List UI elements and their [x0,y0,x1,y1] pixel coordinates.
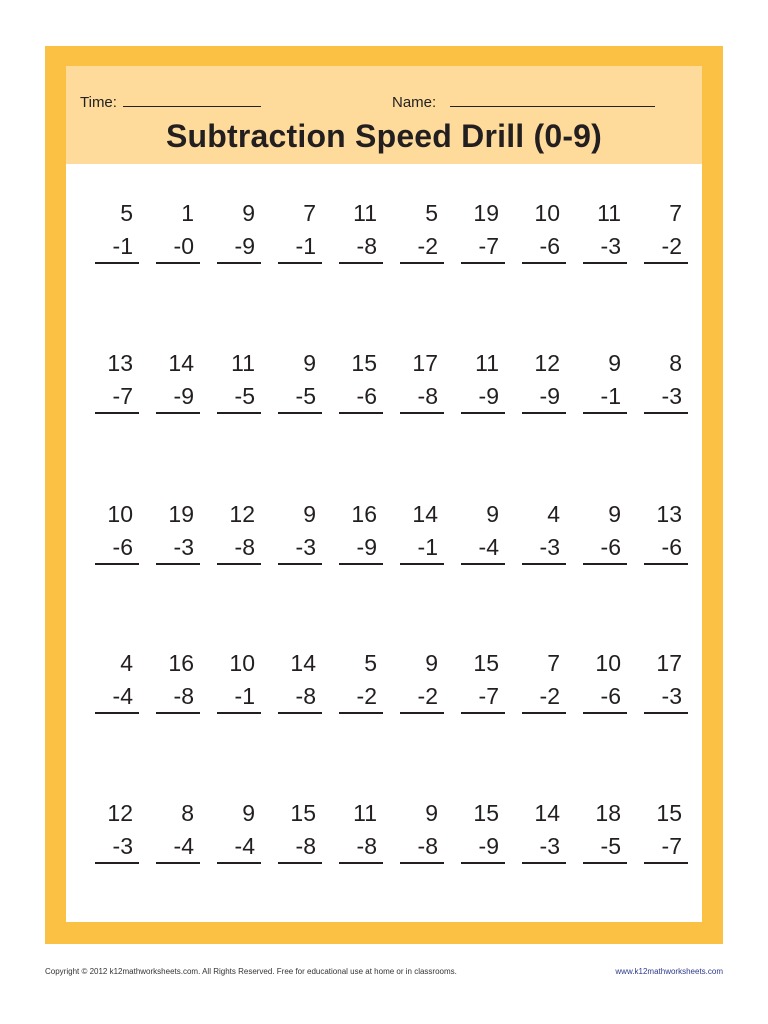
answer-line[interactable] [156,862,200,864]
subtrahend: -8 [417,833,438,859]
problem-item [339,503,383,565]
minuend: 16 [351,501,377,527]
problem-item [583,652,627,714]
problem-item [339,202,383,264]
answer-line[interactable] [400,563,444,565]
problem-item [644,202,688,264]
answer-line[interactable] [339,262,383,264]
minuend: 10 [595,650,621,676]
subtrahend: -8 [356,833,377,859]
subtrahend: -4 [478,534,499,560]
subtrahend: -8 [295,833,316,859]
copyright-text: Copyright © 2012 k12mathworksheets.com. All Rights Reserved. Free for educational use at home or in classrooms. [45,967,457,976]
subtrahend: -6 [112,534,133,560]
minuend: 9 [608,501,621,527]
subtrahend: -5 [295,383,316,409]
minuend: 8 [181,800,194,826]
worksheet-body [66,66,702,922]
subtrahend: -3 [539,833,560,859]
problem-item [156,652,200,714]
problem-item [95,352,139,414]
answer-line[interactable] [522,712,566,714]
problem-item [156,503,200,565]
subtrahend: -9 [356,534,377,560]
problem-item [644,503,688,565]
problem-item [583,503,627,565]
subtrahend: -6 [356,383,377,409]
minuend: 13 [107,350,133,376]
subtrahend: -3 [295,534,316,560]
problem-item [644,352,688,414]
subtrahend: -1 [417,534,438,560]
minuend: 1 [181,200,194,226]
subtrahend: -6 [600,534,621,560]
subtrahend: -9 [173,383,194,409]
subtrahend: -3 [112,833,133,859]
minuend: 14 [412,501,438,527]
minuend: 11 [231,350,255,376]
problem-item [400,652,444,714]
problem-item [339,802,383,864]
problem-item [156,202,200,264]
problem-item [522,202,566,264]
answer-line[interactable] [583,862,627,864]
problem-item [278,503,322,565]
subtrahend: -0 [173,233,194,259]
problem-item [461,503,505,565]
answer-line[interactable] [461,712,505,714]
time-blank-line[interactable] [123,105,261,107]
problem-item [95,202,139,264]
answer-line[interactable] [339,563,383,565]
answer-line[interactable] [156,262,200,264]
problem-item [522,652,566,714]
problem-item [400,202,444,264]
minuend: 15 [473,650,499,676]
minuend: 4 [120,650,133,676]
subtrahend: -7 [478,233,499,259]
answer-line[interactable] [583,563,627,565]
answer-line[interactable] [400,262,444,264]
subtrahend: -3 [539,534,560,560]
subtrahend: -7 [478,683,499,709]
problem-item [644,802,688,864]
problem-item [644,652,688,714]
answer-line[interactable] [339,712,383,714]
answer-line[interactable] [278,712,322,714]
subtrahend: -2 [417,233,438,259]
problem-item [217,802,261,864]
problem-item [339,652,383,714]
minuend: 14 [168,350,194,376]
subtrahend: -4 [234,833,255,859]
subtrahend: -2 [661,233,682,259]
problem-item [278,352,322,414]
minuend: 15 [473,800,499,826]
problem-item [278,652,322,714]
minuend: 11 [597,200,621,226]
minuend: 11 [353,800,377,826]
answer-line[interactable] [278,862,322,864]
problem-item [461,352,505,414]
minuend: 12 [534,350,560,376]
answer-line[interactable] [278,412,322,414]
answer-line[interactable] [95,412,139,414]
problem-item [522,802,566,864]
subtrahend: -7 [112,383,133,409]
minuend: 10 [229,650,255,676]
subtrahend: -6 [600,683,621,709]
answer-line[interactable] [217,262,261,264]
answer-line[interactable] [95,862,139,864]
minuend: 9 [608,350,621,376]
minuend: 7 [303,200,316,226]
answer-line[interactable] [278,262,322,264]
subtrahend: -2 [417,683,438,709]
subtrahend: -3 [661,383,682,409]
answer-line[interactable] [583,262,627,264]
answer-line[interactable] [217,862,261,864]
answer-line[interactable] [400,862,444,864]
answer-line[interactable] [461,563,505,565]
answer-line[interactable] [522,862,566,864]
subtrahend: -1 [295,233,316,259]
minuend: 18 [595,800,621,826]
minuend: 9 [303,501,316,527]
minuend: 8 [669,350,682,376]
problem-item [400,503,444,565]
answer-line[interactable] [156,412,200,414]
minuend: 9 [242,200,255,226]
subtrahend: -8 [295,683,316,709]
minuend: 10 [534,200,560,226]
answer-line[interactable] [95,563,139,565]
minuend: 15 [656,800,682,826]
answer-line[interactable] [339,412,383,414]
minuend: 5 [364,650,377,676]
subtrahend: -1 [234,683,255,709]
problem-item [217,202,261,264]
answer-line[interactable] [461,412,505,414]
website-link[interactable]: www.k12mathworksheets.com [615,967,723,976]
minuend: 9 [303,350,316,376]
subtrahend: -9 [478,833,499,859]
problem-item [461,652,505,714]
subtrahend: -5 [600,833,621,859]
answer-line[interactable] [522,563,566,565]
minuend: 15 [290,800,316,826]
problem-item [522,352,566,414]
problem-item [461,202,505,264]
minuend: 11 [475,350,499,376]
subtrahend: -4 [173,833,194,859]
problem-item [156,802,200,864]
minuend: 14 [534,800,560,826]
answer-line[interactable] [400,712,444,714]
problem-item [95,503,139,565]
answer-line[interactable] [583,412,627,414]
minuend: 19 [168,501,194,527]
answer-line[interactable] [583,712,627,714]
answer-line[interactable] [644,862,688,864]
subtrahend: -6 [661,534,682,560]
answer-line[interactable] [522,262,566,264]
time-field[interactable] [80,94,261,111]
minuend: 17 [656,650,682,676]
subtrahend: -9 [478,383,499,409]
minuend: 7 [547,650,560,676]
subtrahend: -7 [661,833,682,859]
subtrahend: -8 [234,534,255,560]
minuend: 9 [425,800,438,826]
answer-line[interactable] [217,412,261,414]
answer-line[interactable] [217,712,261,714]
problem-item [522,503,566,565]
subtrahend: -2 [539,683,560,709]
answer-line[interactable] [644,563,688,565]
minuend: 11 [353,200,377,226]
subtrahend: -8 [173,683,194,709]
problem-item [156,352,200,414]
subtrahend: -1 [112,233,133,259]
time-label: Time: [80,94,117,111]
answer-line[interactable] [400,412,444,414]
answer-line[interactable] [461,862,505,864]
minuend: 4 [547,501,560,527]
subtrahend: -3 [661,683,682,709]
subtrahend: -9 [539,383,560,409]
minuend: 16 [168,650,194,676]
problem-item [217,503,261,565]
problem-item [583,202,627,264]
answer-line[interactable] [217,563,261,565]
subtrahend: -1 [600,383,621,409]
minuend: 5 [120,200,133,226]
minuend: 12 [107,800,133,826]
subtrahend: -2 [356,683,377,709]
answer-line[interactable] [95,262,139,264]
minuend: 10 [107,501,133,527]
minuend: 7 [669,200,682,226]
answer-line[interactable] [644,712,688,714]
minuend: 17 [412,350,438,376]
minuend: 13 [656,501,682,527]
subtrahend: -4 [112,683,133,709]
problem-item [583,352,627,414]
problem-item [217,652,261,714]
minuend: 19 [473,200,499,226]
subtrahend: -5 [234,383,255,409]
minuend: 12 [229,501,255,527]
subtrahend: -6 [539,233,560,259]
subtrahend: -3 [600,233,621,259]
problem-item [278,202,322,264]
problem-item [278,802,322,864]
subtrahend: -8 [356,233,377,259]
problem-item [217,352,261,414]
answer-line[interactable] [278,563,322,565]
minuend: 14 [290,650,316,676]
answer-line[interactable] [339,862,383,864]
answer-line[interactable] [644,262,688,264]
answer-line[interactable] [522,412,566,414]
subtrahend: -9 [234,233,255,259]
answer-line[interactable] [156,712,200,714]
answer-line[interactable] [644,412,688,414]
minuend: 9 [486,501,499,527]
problem-item [95,652,139,714]
answer-line[interactable] [461,262,505,264]
answer-line[interactable] [95,712,139,714]
name-field[interactable] [392,94,655,111]
problem-item [400,802,444,864]
answer-line[interactable] [156,563,200,565]
name-blank-line[interactable] [450,105,655,107]
subtrahend: -8 [417,383,438,409]
name-label: Name: [392,94,437,111]
minuend: 15 [351,350,377,376]
problem-item [339,352,383,414]
problem-item [400,352,444,414]
minuend: 9 [425,650,438,676]
problem-item [95,802,139,864]
page-title: Subtraction Speed Drill (0-9) [165,118,603,154]
problem-item [461,802,505,864]
minuend: 5 [425,200,438,226]
problem-item [583,802,627,864]
minuend: 9 [242,800,255,826]
subtrahend: -3 [173,534,194,560]
